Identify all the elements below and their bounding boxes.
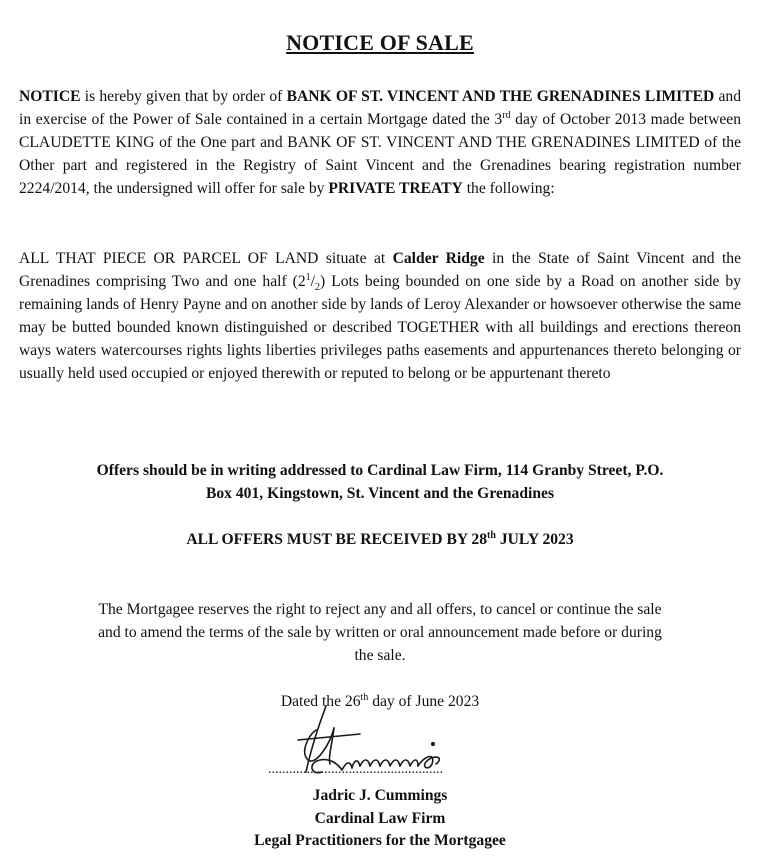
offers-line-2: Box 401, Kingstown, St. Vincent and the Grenadines	[205, 485, 555, 502]
fraction-denominator: 2	[315, 282, 320, 294]
fraction-slash: /	[310, 273, 315, 290]
offers-line-1: Offers should be in writing addressed to Cardinal Law Firm, 114 Granby Street, P.O.	[96, 462, 664, 479]
property-description	[19, 247, 741, 385]
signatory-firm: Cardinal Law Firm	[314, 809, 446, 827]
date-ordinal-suffix: rd	[502, 110, 511, 121]
fraction-numerator: 1	[305, 272, 311, 283]
reservation-clause	[0, 598, 760, 667]
reservation-line-2: and to amend the terms of the sale by written or oral announcement made before or during	[98, 624, 662, 641]
notice-text-3: day of October 2013 made between CLAUDETTE KING of the One part and BANK OF ST. VINCENT AND THE GRENADINES LIMITED of the Other part and registered in the Registry of Saint Vincent and the Grenadines bearing registration number 2224/2014, the undersigned will offer for sale by	[19, 111, 741, 197]
notice-text-4: the following:	[462, 180, 555, 197]
dated-ordinal-suffix: th	[360, 692, 369, 703]
bank-name: BANK OF ST. VINCENT AND THE GRENADINES LIMITED	[286, 88, 715, 105]
signature-line: ..................................................	[268, 762, 443, 777]
property-text-2: in the State of Saint Vincent and the Grenadines comprising Two and one half (2	[19, 250, 741, 290]
reservation-line-3: the sale.	[354, 647, 406, 664]
property-text-1: ALL THAT PIECE OR PARCEL OF LAND situate at	[19, 250, 393, 267]
deadline-text-1: ALL OFFERS MUST BE RECEIVED BY 28	[186, 531, 488, 548]
notice-keyword: NOTICE	[19, 88, 81, 105]
signatory-block	[0, 785, 760, 853]
notice-text-2: and in exercise of the Power of Sale contained in a certain Mortgage dated the 3	[19, 88, 741, 128]
signatory-role: Legal Practitioners for the Mortgagee	[254, 832, 506, 849]
offers-instruction	[0, 459, 760, 505]
notice-title: NOTICE OF SALE	[286, 30, 474, 55]
notice-text-1: is hereby given that by order of	[80, 88, 287, 105]
property-location: Calder Ridge	[392, 250, 485, 267]
dated-text-1: Dated the 26	[280, 693, 361, 710]
property-text-3: ) Lots being bounded on one side by a Road on another side by remaining lands of Henry Payne and on another side by lands of Leroy Alexander or howsoever otherwise the same may be butted bounded known distinguished or described TOGETHER with all buildings and erections thereon ways waters watercourses rights lights liberties privileges paths easements and appurtenances thereto belonging or usually held used occupied or enjoyed therewith or reputed to belong or be appurtenant thereto	[19, 273, 741, 382]
dated-text-2: day of June 2023	[368, 693, 480, 710]
private-treaty: PRIVATE TREATY	[328, 180, 463, 197]
deadline-ordinal-suffix: th	[487, 530, 496, 541]
reservation-line-1: The Mortgagee reserves the right to reject any and all offers, to cancel or continue the sale	[98, 601, 662, 618]
deadline-text-2: JULY 2023	[495, 531, 574, 548]
notice-paragraph	[19, 85, 741, 200]
signatory-name: Jadric J. Cummings	[312, 787, 448, 804]
offers-deadline	[0, 528, 760, 551]
